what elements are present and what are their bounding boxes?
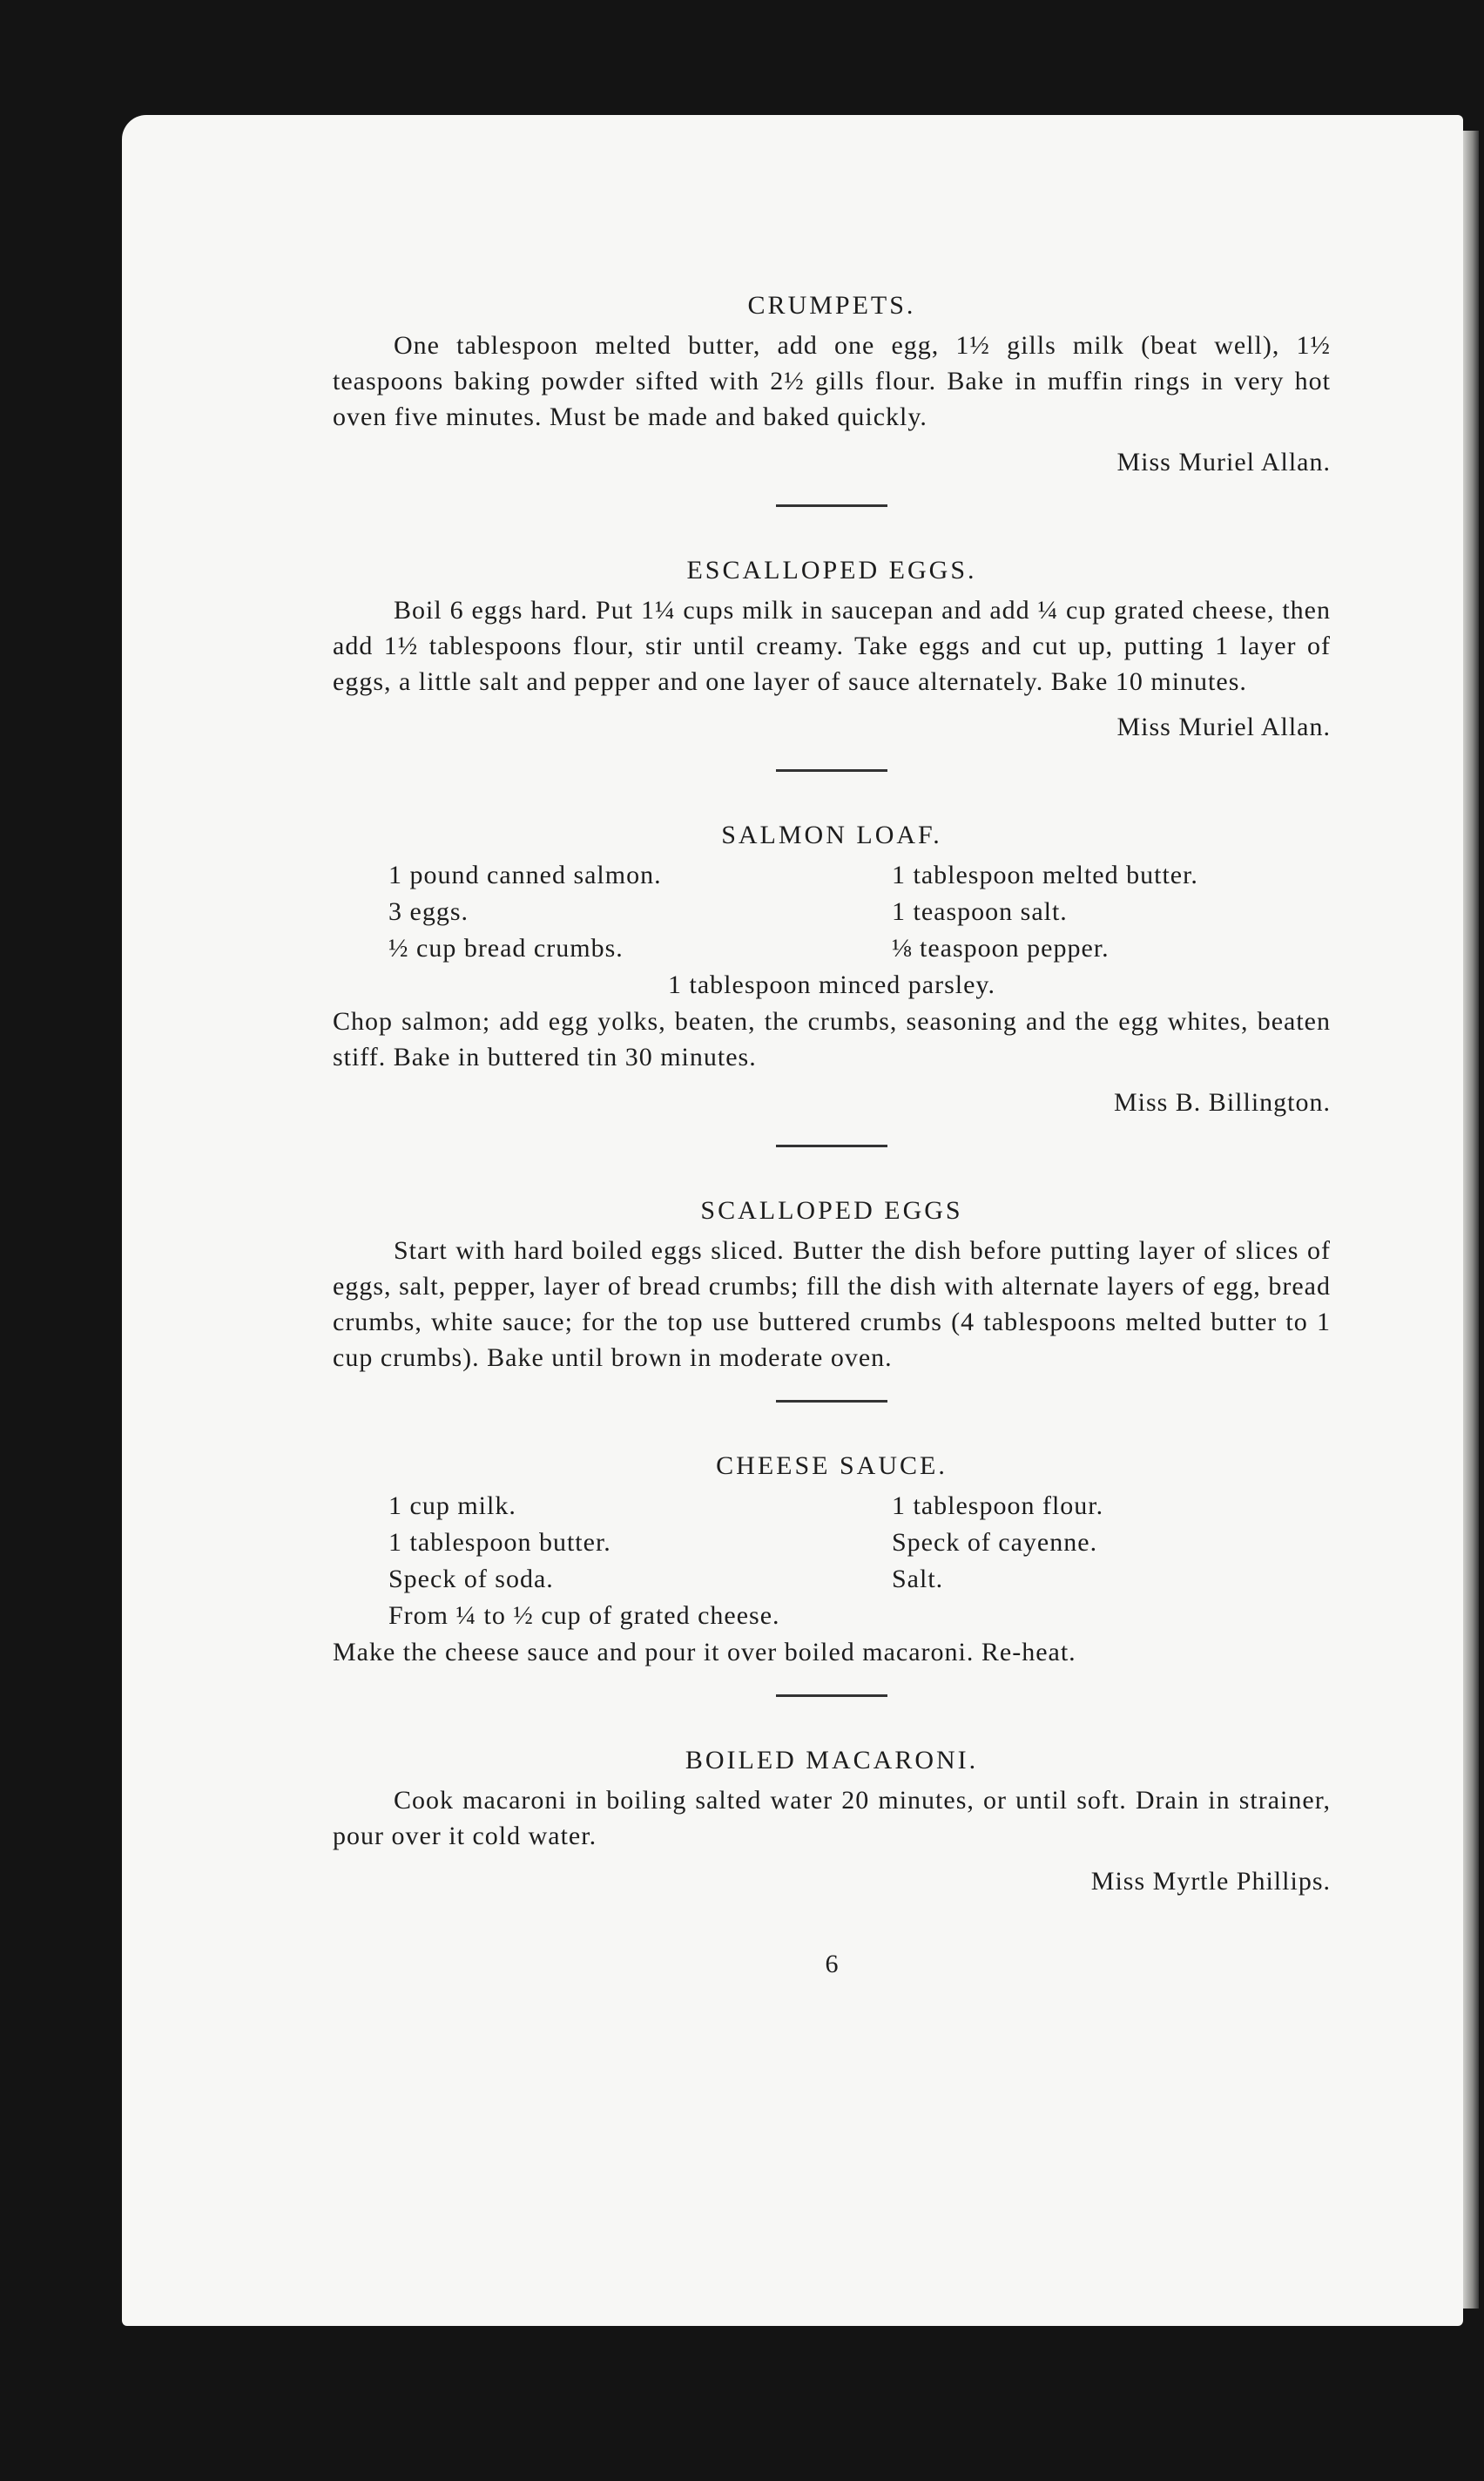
ingredient: ⅛ teaspoon pepper. [892, 934, 1110, 963]
recipe-author: Miss B. Billington. [1113, 1088, 1331, 1117]
recipe-body: Start with hard boiled eggs sliced. Butter the dish before putting layer of slices of eggs, salt, pepper, layer of bread crumbs; fill the dish with alternate layers of egg, bread crumbs, white sauce; for the top use buttered crumbs (4 tablespoons melted butter to 1 cup crumbs). Bake until brown in moderate oven. [333, 1236, 1331, 1372]
ingredient: 1 teaspoon salt. [892, 897, 1068, 926]
ingredient: 1 tablespoon butter. [388, 1528, 611, 1557]
ingredient: 1 tablespoon melted butter. [892, 861, 1198, 889]
page-content [333, 289, 1331, 1979]
section-divider [776, 769, 887, 772]
ingredient: Speck of cayenne. [892, 1528, 1098, 1557]
ingredient: ½ cup bread crumbs. [388, 934, 624, 963]
recipe-author: Miss Myrtle Phillips. [1090, 1867, 1331, 1896]
ingredient: Salt. [892, 1565, 944, 1593]
page-number: 6 [825, 1950, 839, 1978]
recipe-title: SCALLOPED EGGS [700, 1196, 963, 1225]
recipe-title: CRUMPETS. [747, 291, 916, 320]
ingredient: 1 tablespoon flour. [892, 1491, 1104, 1520]
section-divider [776, 1400, 887, 1403]
recipe-salmon-loaf [333, 819, 1331, 1120]
recipe-title: SALMON LOAF. [721, 821, 942, 849]
recipe-body: Chop salmon; add egg yolks, beaten, the crumbs, seasoning and the egg whites, beaten stiff. Bake in buttered tin 30 minutes. [333, 1007, 1331, 1071]
recipe-body: Cook macaroni in boiling salted water 20 minutes, or until soft. Drain in strainer, pour over it cold water. [333, 1786, 1331, 1850]
ingredient-list [388, 857, 1331, 967]
recipe-body: Boil 6 eggs hard. Put 1¼ cups milk in saucepan and add ¼ cup grated cheese, then add 1½ tablespoons flour, stir until creamy. Take eggs and cut up, putting 1 layer of eggs, a little salt and pepper and one layer of sauce alternately. Bake 10 minutes. [333, 596, 1331, 696]
section-divider [776, 1145, 887, 1147]
section-divider [776, 1694, 887, 1697]
ingredient: 1 cup milk. [388, 1491, 516, 1520]
recipe-escalloped-eggs [333, 554, 1331, 745]
page-edge [1463, 131, 1479, 2309]
ingredient: From ¼ to ½ cup of grated cheese. [388, 1601, 780, 1630]
ingredient-list [388, 1488, 1331, 1598]
ingredient: 3 eggs. [388, 897, 469, 926]
recipe-body: Make the cheese sauce and pour it over boiled macaroni. Re-heat. [333, 1638, 1076, 1666]
section-divider [776, 504, 887, 507]
recipe-cheese-sauce [333, 1450, 1331, 1670]
recipe-boiled-macaroni [333, 1744, 1331, 1899]
recipe-scalloped-eggs [333, 1194, 1331, 1376]
recipe-title: CHEESE SAUCE. [716, 1451, 948, 1480]
recipe-title: ESCALLOPED EGGS. [686, 556, 977, 585]
ingredient: 1 pound canned salmon. [388, 861, 662, 889]
ingredient: 1 tablespoon minced parsley. [668, 970, 995, 999]
recipe-author: Miss Muriel Allan. [1116, 448, 1331, 477]
ingredient: Speck of soda. [388, 1565, 554, 1593]
recipe-author: Miss Muriel Allan. [1116, 713, 1331, 741]
recipe-body: One tablespoon melted butter, add one egg, 1½ gills milk (beat well), 1½ teaspoons baking powder sifted with 2½ gills flour. Bake in muffin rings in very hot oven five minutes. Must be made and baked quickly. [333, 331, 1331, 431]
recipe-title: BOILED MACARONI. [685, 1746, 979, 1775]
recipe-crumpets [333, 289, 1331, 480]
book-page [122, 115, 1463, 2326]
